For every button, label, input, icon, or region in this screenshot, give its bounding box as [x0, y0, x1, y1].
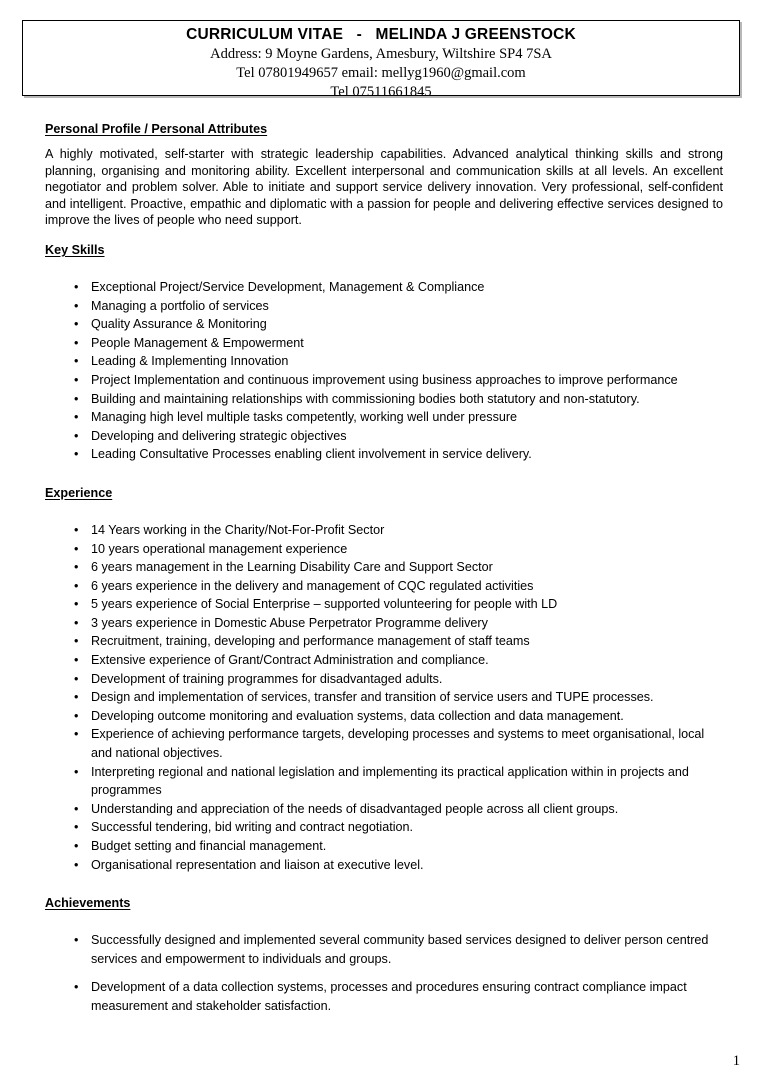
- spacer: [45, 258, 723, 278]
- list-item: • People Management & Empowerment: [45, 334, 723, 353]
- list-item: • Building and maintaining relationships with commissioning bodies both statutory and non-statutory.: [45, 390, 723, 409]
- list-item: • 6 years experience in the delivery and management of CQC regulated activities: [45, 577, 723, 596]
- cv-contact-secondary: Tel 07511661845: [330, 84, 432, 96]
- list-item: • 14 Years working in the Charity/Not-For-Profit Sector: [45, 521, 723, 540]
- section-heading-achievements: [45, 896, 723, 911]
- cv-title: CURRICULUM VITAE - MELINDA J GREENSTOCK: [186, 26, 576, 43]
- page-number: 1: [732, 1053, 740, 1069]
- cv-contact: Tel 07801949657 email: mellyg1960@gmail.com: [236, 65, 526, 81]
- list-item: • Understanding and appreciation of the needs of disadvantaged people across all client groups.: [45, 800, 723, 819]
- spacer: [45, 229, 723, 243]
- section-heading-key-skills-text: Key Skills: [45, 242, 105, 257]
- cv-address: Address: 9 Moyne Gardens, Amesbury, Wiltshire SP4 7SA: [210, 46, 552, 62]
- spacer: [45, 874, 723, 896]
- list-item: • Development of training programmes for disadvantaged adults.: [45, 670, 723, 689]
- section-heading-achievements-text: Achievements: [45, 896, 131, 911]
- list-item: • 10 years operational management experience: [45, 540, 723, 559]
- section-heading-personal-profile: [45, 122, 723, 137]
- list-item: • 5 years experience of Social Enterprise – supported volunteering for people with LD: [45, 595, 723, 614]
- spacer: [45, 911, 723, 931]
- list-item: • Managing a portfolio of services: [45, 297, 723, 316]
- list-item: • Budget setting and financial management.: [45, 837, 723, 856]
- section-heading-experience-text: Experience: [45, 485, 113, 500]
- list-item: • Design and implementation of services, transfer and transition of service users and TUPE processes.: [45, 688, 723, 707]
- list-item: • Quality Assurance & Monitoring: [45, 315, 723, 334]
- list-item: • 3 years experience in Domestic Abuse Perpetrator Programme delivery: [45, 614, 723, 633]
- list-item: • Leading Consultative Processes enabling client involvement in service delivery.: [45, 445, 723, 464]
- cv-content: [45, 122, 723, 1026]
- key-skills-list: [45, 278, 723, 464]
- list-item: • Successful tendering, bid writing and contract negotiation.: [45, 818, 723, 837]
- list-item: • Experience of achieving performance targets, developing processes and systems to meet organisational, local and national objectives.: [45, 725, 723, 762]
- section-heading-personal-profile-text: Personal Profile / Personal Attributes: [45, 122, 268, 136]
- list-item: • Project Implementation and continuous improvement using business approaches to improve performance: [45, 371, 723, 390]
- list-item: • Exceptional Project/Service Development, Management & Compliance: [45, 278, 723, 297]
- spacer: [45, 501, 723, 521]
- list-item: • Developing and delivering strategic objectives: [45, 427, 723, 446]
- list-item: • Interpreting regional and national legislation and implementing its practical application within in projects and programmes: [45, 763, 723, 800]
- list-item: • Development of a data collection systems, processes and procedures ensuring contract compliance impact measurement and stakeholder satisfaction.: [45, 978, 723, 1015]
- spacer: [45, 464, 723, 486]
- header-box: [22, 20, 740, 96]
- list-item: • Successfully designed and implemented several community based services designed to deliver person centred services and empowerment to individuals and groups.: [45, 931, 723, 968]
- header-inner: [23, 21, 739, 96]
- spacer: [45, 137, 723, 146]
- list-item: • Extensive experience of Grant/Contract Administration and compliance.: [45, 651, 723, 670]
- list-item: • Organisational representation and liaison at executive level.: [45, 856, 723, 875]
- list-item: • Leading & Implementing Innovation: [45, 352, 723, 371]
- personal-profile-paragraph: A highly motivated, self-starter with strategic leadership capabilities. Advanced analytical thinking skills and strong planning, organising and monitoring ability. Excellent interpersonal and communication skills at all levels. An excellent negotiator and problem solver. Able to initiate and support service delivery innovation. Very professional, self-confident and intelligent. Proactive, empathic and diplomatic with a passion for people and delivering effective services designed to improve the lives of people who need support.: [45, 147, 723, 228]
- list-item: • Recruitment, training, developing and performance management of staff teams: [45, 632, 723, 651]
- achievements-list: [45, 931, 723, 1015]
- section-heading-experience: [45, 486, 723, 501]
- list-item: • 6 years management in the Learning Disability Care and Support Sector: [45, 558, 723, 577]
- experience-list: [45, 521, 723, 874]
- section-heading-key-skills: [45, 243, 723, 258]
- list-item: • Managing high level multiple tasks competently, working well under pressure: [45, 408, 723, 427]
- list-item: • Developing outcome monitoring and evaluation systems, data collection and data management.: [45, 707, 723, 726]
